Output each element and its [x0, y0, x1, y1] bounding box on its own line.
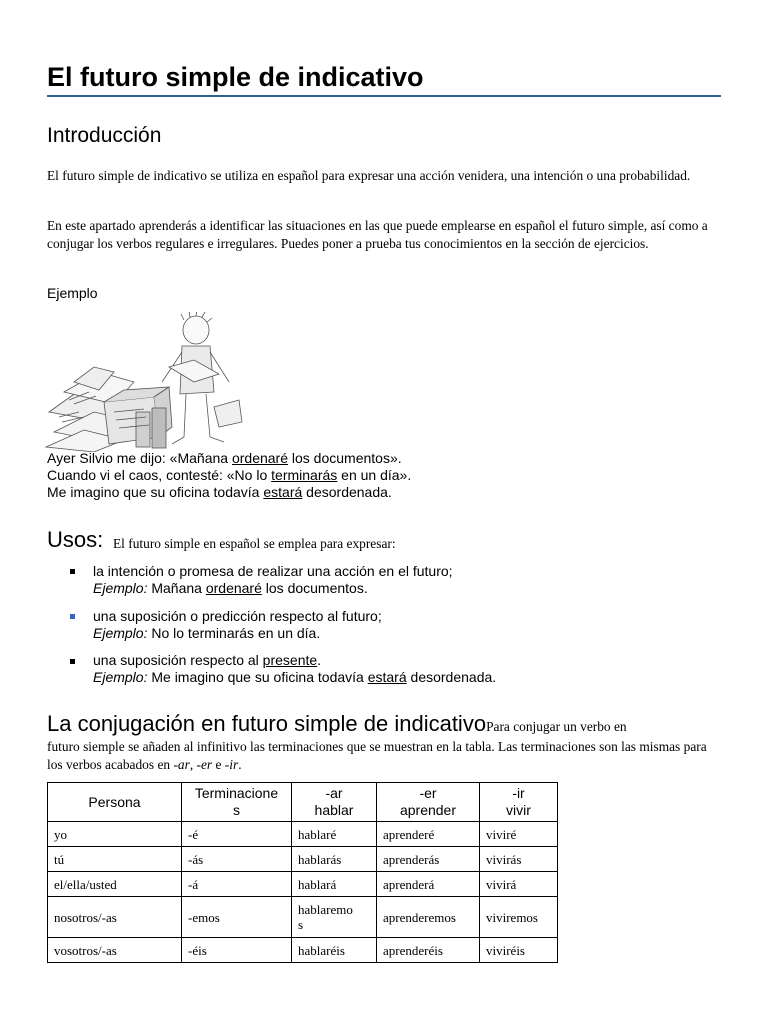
header-er-verb: aprender: [399, 802, 457, 818]
cell-ir: viviréis: [480, 938, 558, 963]
list-item: [93, 608, 382, 642]
list-item: [93, 652, 496, 686]
cell-er: aprenderás: [377, 847, 480, 872]
ending-ar: -ar: [173, 756, 190, 772]
list-item-term: presente: [262, 652, 318, 668]
example-line-2: [47, 467, 411, 484]
example-3-verb: estará: [263, 484, 303, 500]
example-verb: estará: [367, 669, 407, 685]
example-1-verb: ordenaré: [231, 450, 288, 466]
ending-ir: -ir: [224, 756, 239, 772]
table-row: [48, 822, 558, 847]
header-persona: Persona: [48, 783, 182, 822]
conjugation-heading-text: La conjugación en futuro simple de indicativo: [47, 711, 487, 736]
conjugation-heading: [47, 711, 627, 737]
cell-er: aprenderemos: [377, 897, 480, 938]
example-label: Ejemplo:: [93, 580, 148, 596]
cell-ending: -emos: [182, 897, 292, 938]
title-underline-rule: [47, 95, 721, 97]
list-item: [93, 563, 453, 597]
example-text-end: los documentos.: [261, 580, 368, 596]
header-er-ending: -er: [419, 785, 437, 801]
intro-heading: Introducción: [47, 124, 162, 147]
table-row: [48, 847, 558, 872]
example-2-text: Cuando vi el caos, contesté: «No lo: [47, 467, 272, 483]
list-bullet: [70, 614, 75, 619]
cell-ending: -ás: [182, 847, 292, 872]
list-item-text: una suposición o predicción respecto al futuro;: [93, 608, 382, 624]
header-ir-verb: vivir: [506, 802, 531, 818]
example-2-verb: terminarás: [271, 467, 338, 483]
cell-persona: el/ella/usted: [48, 872, 182, 897]
cell-persona: vosotros/-as: [48, 938, 182, 963]
page-title: El futuro simple de indicativo: [47, 62, 424, 92]
list-item-example: [93, 580, 453, 597]
header-terminaciones: [182, 783, 292, 822]
example-3-text-end: desordenada.: [302, 484, 392, 500]
conjugation-table: [47, 782, 558, 963]
cell-ir: vivirás: [480, 847, 558, 872]
separator: e: [212, 756, 225, 772]
header-ar-verb: hablar: [314, 802, 354, 818]
header-ir-ending: -ir: [512, 785, 525, 801]
cell-ir: viviré: [480, 822, 558, 847]
cell-ar: [292, 897, 377, 938]
cell-ar: hablarás: [292, 847, 377, 872]
cell-ending: -á: [182, 872, 292, 897]
list-item-text-end: .: [317, 652, 322, 668]
list-bullet: [70, 569, 75, 574]
list-item-example: [93, 669, 496, 686]
table-row: [48, 872, 558, 897]
list-bullet: [70, 659, 75, 664]
list-item-text: la intención o promesa de realizar una acción en el futuro;: [93, 563, 453, 579]
cell-ar-line1: hablaremo: [298, 902, 353, 917]
cell-ending: -é: [182, 822, 292, 847]
cell-ar: hablaré: [292, 822, 377, 847]
cell-er: aprenderé: [377, 822, 480, 847]
period: .: [238, 756, 242, 772]
example-text: Mañana: [147, 580, 206, 596]
header-ar: [292, 783, 377, 822]
cell-persona: yo: [48, 822, 182, 847]
list-item-example: [93, 625, 382, 642]
usos-heading: Usos:: [47, 527, 104, 552]
header-terminaciones-line2: s: [233, 802, 240, 818]
example-2-text-end: en un día».: [337, 467, 412, 483]
example-verb: ordenaré: [205, 580, 262, 596]
cell-ending: -éis: [182, 938, 292, 963]
example-1-text: Ayer Silvio me dijo: «Mañana: [47, 450, 232, 466]
usos-intro: El futuro simple en español se emplea para expresar:: [113, 536, 396, 551]
table-row: [48, 938, 558, 963]
illustration-person-with-papers: [44, 312, 244, 452]
header-terminaciones-line1: Terminacione: [194, 785, 279, 801]
header-ar-ending: -ar: [325, 785, 343, 801]
list-item-text-start: una suposición respecto al: [93, 652, 263, 668]
intro-paragraph-1: El futuro simple de indicativo se utiliza en español para expresar una acción venidera, una intención o una probabilidad.: [47, 168, 691, 183]
cell-ar: hablaréis: [292, 938, 377, 963]
cell-persona: nosotros/-as: [48, 897, 182, 938]
list-item-text: [93, 652, 496, 669]
conjugation-paragraph-text: futuro siemple se añaden al infinitivo las terminaciones que se muestran en la tabla. Las terminaciones son las mismas para los verbos acabados en: [47, 739, 707, 772]
ending-er: -er: [196, 756, 213, 772]
example-text: Me imagino que su oficina todavía: [147, 669, 368, 685]
example-line-3: [47, 484, 392, 501]
cell-er: aprenderéis: [377, 938, 480, 963]
separator: ,: [189, 756, 197, 772]
example-label: Ejemplo:: [93, 669, 148, 685]
example-text-end: desordenada.: [406, 669, 497, 685]
header-ir: [480, 783, 558, 822]
cell-persona: tú: [48, 847, 182, 872]
cell-ir: vivirá: [480, 872, 558, 897]
cell-ar-line2: s: [298, 917, 304, 932]
conjugation-paragraph: [47, 738, 717, 773]
example-text: No lo terminarás en un día.: [147, 625, 321, 641]
intro-paragraph-2: En este apartado aprenderás a identificar las situaciones en las que puede emplearse en español el futuro simple, así como a conjugar los verbos regulares e irregulares. Puedes poner a prueba tus conocimientos en la sección de ejercicios.: [47, 218, 708, 251]
cell-ir: viviremos: [480, 897, 558, 938]
conjugation-intro-start: Para conjugar un verbo en: [486, 719, 627, 734]
cell-er: aprenderá: [377, 872, 480, 897]
example-label: Ejemplo:: [93, 625, 148, 641]
example-heading: Ejemplo: [47, 285, 98, 301]
header-er: [377, 783, 480, 822]
example-line-1: [47, 450, 402, 467]
cell-ar: hablará: [292, 872, 377, 897]
example-1-text-end: los documentos».: [288, 450, 402, 466]
table-header-row: [48, 783, 558, 822]
example-3-text: Me imagino que su oficina todavía: [47, 484, 264, 500]
table-row: [48, 897, 558, 938]
